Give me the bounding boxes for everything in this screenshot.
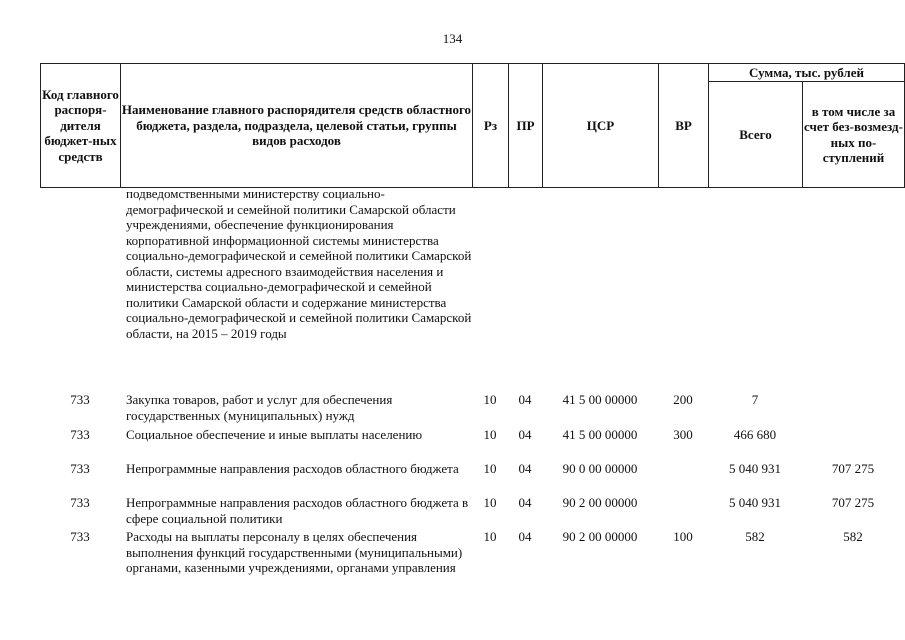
row-pr: 04 [518, 461, 532, 476]
row-vr: 300 [673, 427, 693, 442]
budget-table-body [40, 186, 904, 595]
header-rz: Рз [473, 64, 509, 188]
row-free: 582 [843, 529, 863, 544]
row-csr: 90 0 00 00000 [562, 461, 638, 476]
row-rz: 10 [483, 529, 497, 544]
table-row [40, 461, 904, 495]
header-free: в том числе за счет без-возмезд-ных по-ступлений [803, 82, 905, 188]
row-csr: 90 2 00 00000 [562, 495, 638, 510]
row-rz: 10 [483, 392, 497, 407]
row-name: Расходы на выплаты персоналу в целях обеспечения выполнения функций государственными (муниципальными) органами, казенными учреждениями, органами управления [126, 529, 463, 575]
header-csr: ЦСР [543, 64, 659, 188]
row-csr: 41 5 00 00000 [562, 392, 638, 407]
row-vr: 200 [673, 392, 693, 407]
row-vr [658, 186, 708, 392]
row-rz [472, 186, 508, 392]
row-pr: 04 [518, 495, 532, 510]
row-csr: 41 5 00 00000 [562, 427, 638, 442]
row-vr [658, 461, 708, 495]
row-name: подведомственными министерству социально-демографической и семейной политики Самарской области учреждениями, обеспечение функционирования корпоративной информационной системы министерства социально-демографической и семейной политики Самарской области, системы адресного взаимодействия населения и министерства социально-демографической и семейной политики Самарской области и содержание министерства социально-демографической и семейной политики Самарской области, на 2015 – 2019 годы [126, 186, 472, 341]
table-row [40, 529, 904, 595]
header-code: Код главного распоря-дителя бюджет-ных средств [41, 64, 121, 188]
row-code [40, 186, 120, 392]
row-pr: 04 [518, 529, 532, 544]
row-code: 733 [70, 495, 90, 510]
row-free: 707 275 [831, 461, 875, 476]
row-free: 707 275 [831, 495, 875, 510]
header-pr: ПР [509, 64, 543, 188]
table-header [40, 63, 905, 188]
row-total: 5 040 931 [729, 495, 781, 510]
row-csr [542, 186, 658, 392]
header-sum: Сумма, тыс. рублей [709, 64, 905, 82]
row-total: 466 680 [733, 427, 777, 442]
table-row [40, 392, 904, 427]
table-row [40, 186, 904, 392]
row-total [708, 186, 802, 392]
row-free [802, 427, 904, 461]
row-name: Закупка товаров, работ и услуг для обеспечения государственных (муниципальных) нужд [126, 392, 393, 423]
row-name: Непрограммные направления расходов областного бюджета в сфере социальной политики [126, 495, 469, 526]
row-rz: 10 [483, 461, 497, 476]
row-rz: 10 [483, 427, 497, 442]
header-total: Всего [709, 82, 803, 188]
row-pr: 04 [518, 392, 532, 407]
row-vr: 100 [673, 529, 693, 544]
row-name: Непрограммные направления расходов областного бюджета [126, 461, 459, 476]
row-total: 582 [745, 529, 765, 544]
row-code: 733 [70, 427, 90, 442]
row-rz: 10 [483, 495, 497, 510]
row-total: 5 040 931 [729, 461, 781, 476]
page-number: 134 [442, 31, 463, 46]
row-name: Социальное обеспечение и иные выплаты населению [126, 427, 423, 442]
row-free [802, 186, 904, 392]
row-total: 7 [751, 392, 759, 407]
header-vr: ВР [659, 64, 709, 188]
row-vr [658, 495, 708, 529]
row-free [802, 392, 904, 427]
row-code: 733 [70, 529, 90, 544]
row-pr [508, 186, 542, 392]
table-row [40, 495, 904, 529]
header-name: Наименование главного распорядителя средств областного бюджета, раздела, подраздела, целевой статьи, группы видов расходов [121, 64, 473, 188]
table-row [40, 427, 904, 461]
row-csr: 90 2 00 00000 [562, 529, 638, 544]
row-pr: 04 [518, 427, 532, 442]
row-code: 733 [70, 461, 90, 476]
row-code: 733 [70, 392, 90, 407]
